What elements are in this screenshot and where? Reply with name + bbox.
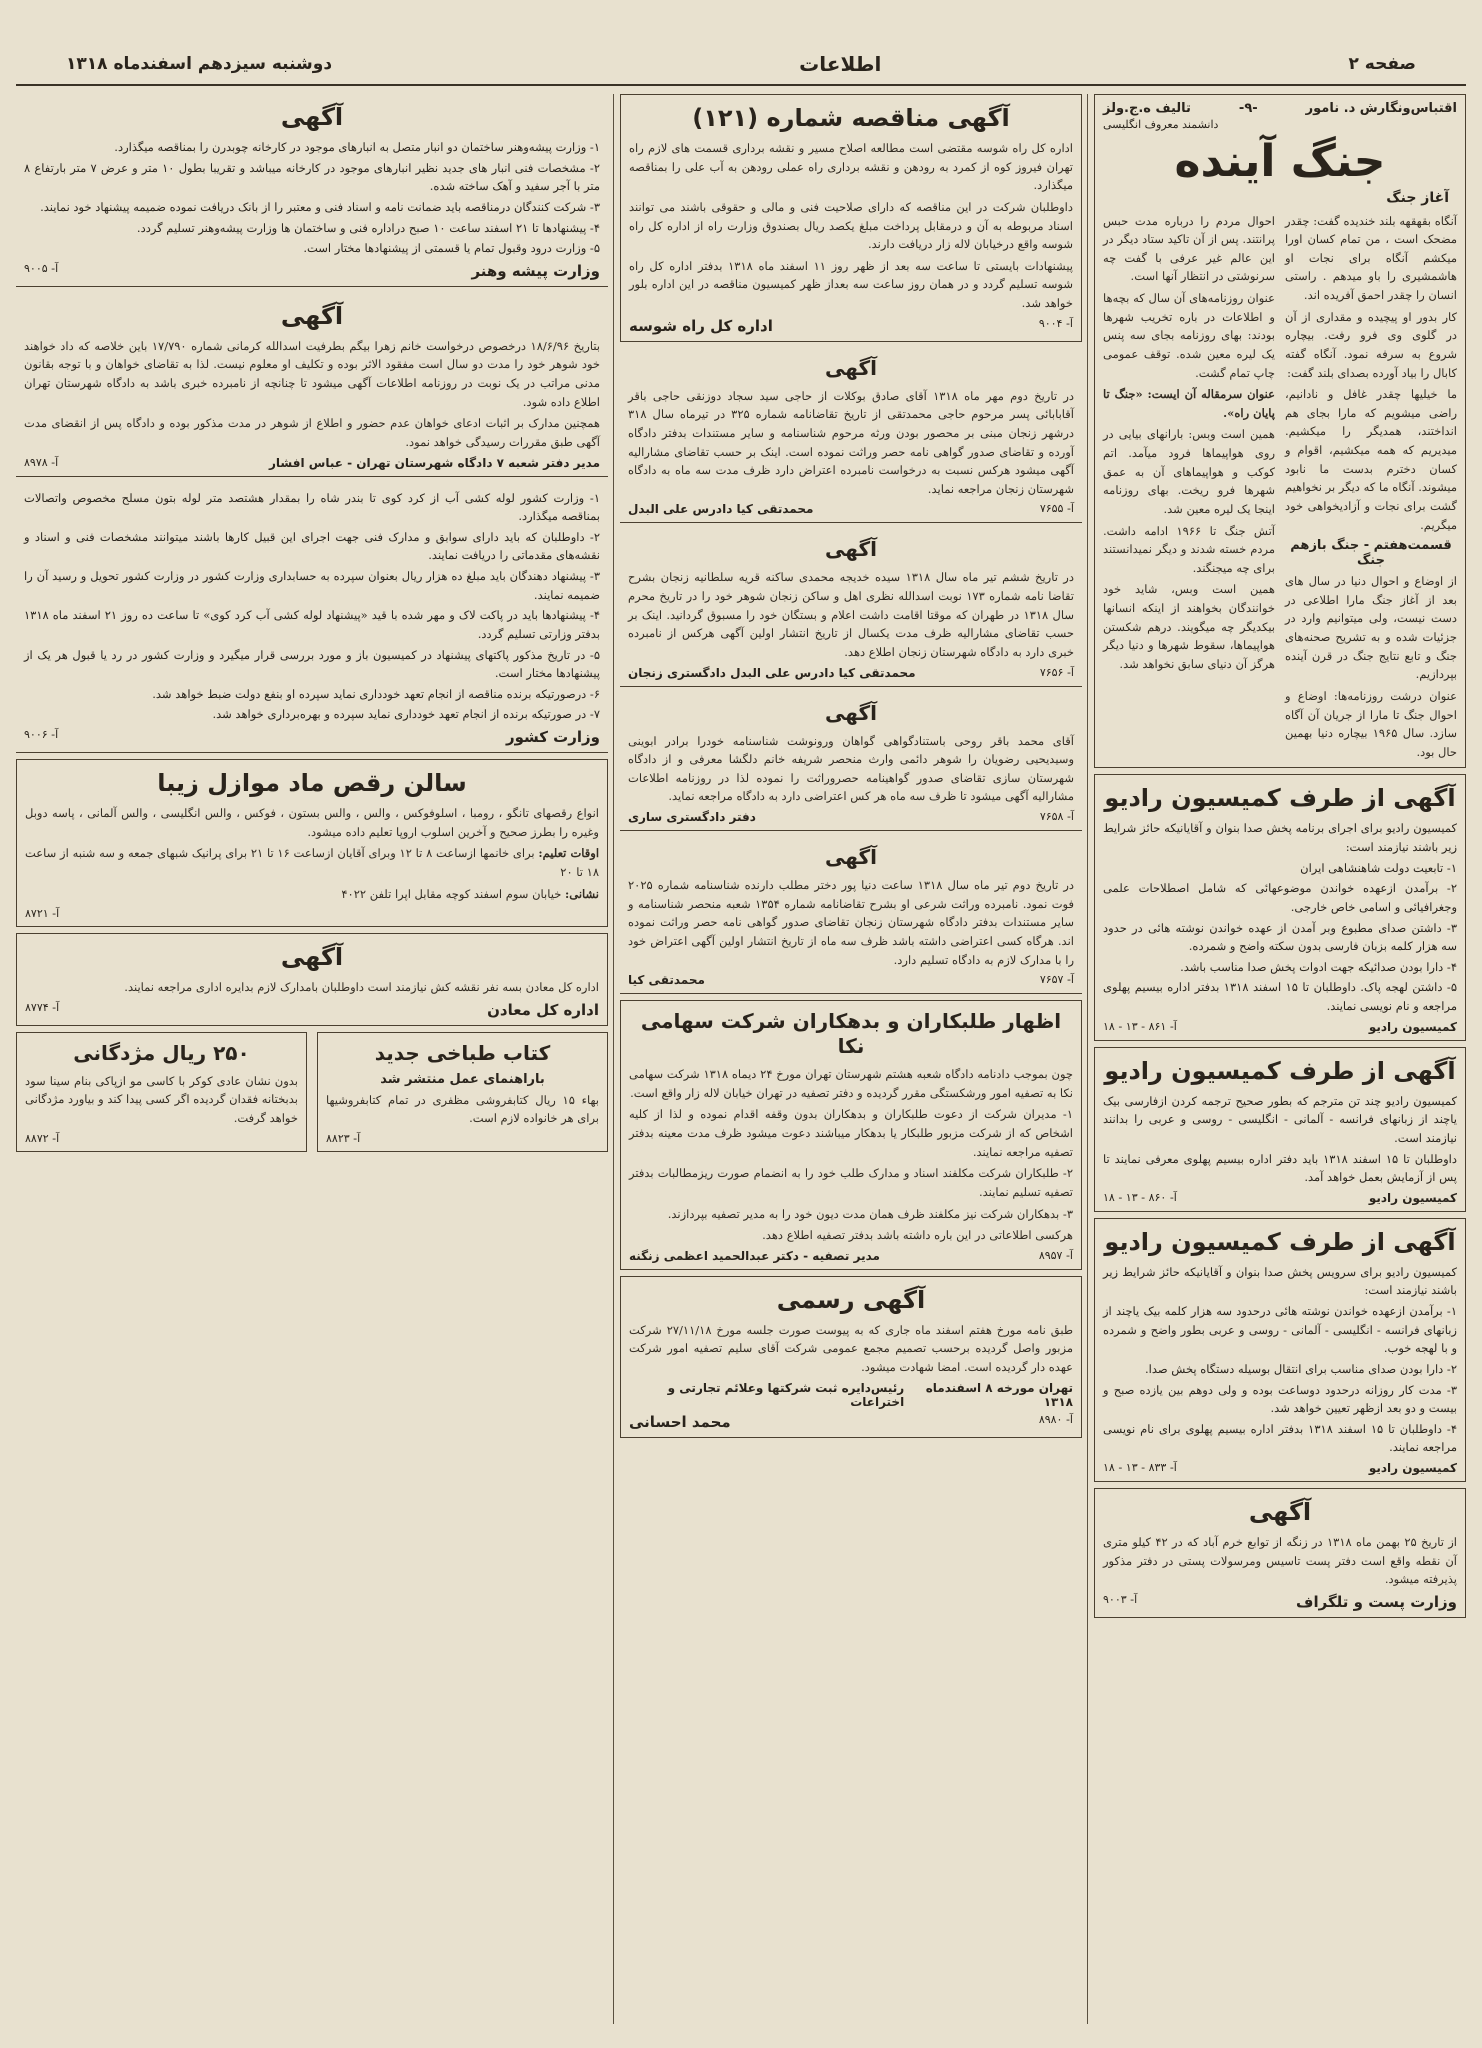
serial-paragraph: همین است وبس: بارانهای بیایی در روی هواپیماها فرود میآمد. اتم کوکب و هواپیماهای آن به عمق شهرها فرو ریخت. بهای روزنامه اینجا یک لیره معین شد. [1103, 427, 1275, 516]
ad-item: ۲- برآمدن ازعهده خواندن موضوعهائی که شامل اصطلاحات علمی وجغرافیائی و اسامی خاص خارجی. [1103, 881, 1457, 914]
ad-item: کمیسیون رادیو برای اجرای برنامه پخش صدا بنوان و آقایانیکه حائز شرایط زیر باشند نیازمند است: [1103, 821, 1457, 855]
ad-signature: محمد احسانی [629, 1412, 731, 1431]
ad-item: ۴- دارا بودن صدائیکه جهت ادوات پخش صدا مناسب باشد. [1180, 959, 1457, 974]
ad-code: آ- ۷۶۵۷ [1039, 973, 1074, 987]
ad-text: بهاء ۱۵ ریال کتابفروشی مظفری در تمام کتابفروشیها برای هر خانواده لازم است. [326, 1092, 599, 1126]
court-ad-3 [620, 693, 1082, 832]
ad-item: ۳- مدت کار روزانه درحدود دوساعت بوده و ولی دوهم بین یازده صبح و بیست و دو بعد ازظهر تعیین خواهد شد. [1103, 1382, 1457, 1416]
ad-text: ۱- مدیران شرکت از دعوت طلبکاران و بدهکاران بدون وقفه اقدام نموده و لذا از کلیه اشخاص که از شرکت مزبور طلبکار یا بدهکار میباشند دعوت میشود ظرف مدت معینه بدفتر تصفیه مراجعه نمایند. [629, 1107, 1073, 1159]
serial-story [1094, 94, 1466, 768]
radio-ad-1 [1094, 774, 1466, 1040]
ad-code: آ- ۸۸۲۳ [326, 1132, 361, 1145]
serial-title: جنگ آینده [1174, 136, 1386, 187]
ad-code: آ- ۷۶۵۶ [1039, 665, 1074, 679]
ad-title: سالن رقص ماد موازل زیبا [157, 769, 467, 797]
address-text: خیابان سوم اسفند کوچه مقابل اپرا تلفن ۴۰۲۲ [341, 886, 562, 901]
ad-code: آ- ۸۹۷۸ [24, 455, 59, 469]
ad-code: آ- ۸۶۰ - ۱۳ - ۱۸ [1103, 1190, 1177, 1204]
ad-code: آ- ۹۰۰۶ [24, 728, 59, 741]
serial-column-1 [1285, 212, 1457, 762]
serial-paragraph: عنوان سرمقاله آن ایست: «جنگ تا پایان راه». [1103, 387, 1275, 420]
post-office-ad [1094, 1488, 1466, 1618]
tender-ad [620, 94, 1082, 342]
ad-title: ۲۵۰ ریال مژدگانی [73, 1040, 250, 1065]
ad-item: ۱- وزارت کشور لوله کشی آب از کرد کوی تا بندر شاه را بمقدار هشتصد متر لوله بتون مسلح مخصوص واتصالات بمناقصه میگذارد. [24, 490, 600, 524]
ad-code: آ- ۷۶۵۸ [1039, 810, 1074, 823]
dance-hall-ad [16, 759, 608, 927]
ad-item: داوطلبان تا ۱۵ اسفند ۱۳۱۸ باید دفتر اداره بیسیم پهلوی معرفی نمایند تا پس از آزمایش بعمل خواهد آمد. [1103, 1151, 1457, 1185]
ad-code: آ- ۹۰۰۳ [1103, 1592, 1138, 1606]
ad-text: در تاریخ ششم تیر ماه سال ۱۳۱۸ سیده خدیجه محمدی ساکنه قریه سلطانیه زنجان بشرح تقاضا نامه شماره ۱۷۳ نوبت اسدالله نظری اهل و ساکن زنجان شوهر خود را در تاریخ محرم سال ۱۳۱۸ در طهران که موقتا اقامت داشت اعلام و بستگان خود را مسبوق گردانید. اینک بر حسب تقاضای مشارالیه ظرف مدت یکسال از تاریخ انتشار اولین آگهی هرکس از نامبرده خبری دارد به دادگاه شهرستان زنجان اطلاع دهد. [628, 570, 1075, 659]
ad-title: آگهی رسمی [776, 1285, 926, 1314]
ad-title: آگهی [825, 355, 877, 380]
ad-title: آگهی از طرف کمیسیون رادیو [1104, 1056, 1456, 1085]
ad-title: آگهی از طرف کمیسیون رادیو [1104, 784, 1456, 813]
ad-office: رئیس‌دایره ثبت شرکتها وعلائم تجارتی و اختراعات [667, 1380, 905, 1409]
radio-ad-3 [1094, 1218, 1466, 1482]
ad-code: آ- ۸۹۵۷ [1038, 1248, 1073, 1262]
newspaper-name: اطلاعات [799, 52, 882, 76]
court-ad-4 [620, 837, 1082, 994]
ad-item: کمیسیون رادیو برای سرویس پخش صدا بنوان و آقایانیکه حائز شرایط زیر باشند نیازمند است: [1103, 1264, 1457, 1298]
ad-title: آگهی مناقصه شماره (۱۲۱) [692, 104, 1010, 132]
court-ad-2 [620, 529, 1082, 686]
ad-signature: اداره کل معادن [487, 1000, 599, 1019]
radio-ad-2 [1094, 1047, 1466, 1212]
serial-paragraph: کار بدور او پیچیده و مقداری از آن در گلوی وی فرو رفت. بیچاره شروع به سرفه نمود. آنگاه گفته کابال را بیاد آورده بصدای بلند گفت: [1285, 309, 1457, 380]
ad-signature: وزارت پیشه وهنر [471, 261, 600, 280]
ad-code: آ- ۸۶۱ - ۱۳ - ۱۸ [1103, 1019, 1177, 1033]
serial-chapter: آغاز جنگ [1386, 189, 1449, 206]
ad-text: در تاریخ دوم تیر ماه سال ۱۳۱۸ ساعت دنیا پور دختر مطلب دارنده شناسنامه شماره ۲۰۲۵ فوت نمود. نامبرده وراثت شرعی او بشرح تقاضانامه شماره ۱۳۵۴ شعبه منحصر شناسنامه و سایر مستندات بدفتر دادگاه شهرستان زنجان تقاضای صدور گواهی نامه حصر وراثت نموده اند. هرگاه کسی اعتراضی داشته باشد ظرف سه ماه از تاریخ انتشار اولین آگهی اعتراض خود را با مدارک لازم به دادگاه تسلیم دارد. [628, 878, 1074, 967]
right-column [1094, 94, 1466, 2024]
ad-signature: محمدتقی کیا [628, 973, 705, 988]
page-number: صفحه ۲ [1348, 54, 1416, 74]
ad-title: آگهی [280, 301, 344, 330]
address-label: نشانی: [565, 886, 599, 901]
ad-item: ۴- پیشنهادها باید در پاکت لاک و مهر شده با قید «پیشنهاد لوله کشی آب کرد کوی» تا ساعت ده روز ۲۱ اسفند ماه ۱۳۱۸ بدفتر وزارتی تسلیم گردد. [24, 608, 601, 641]
ad-item: ۲- مشخصات فنی انبار های جدید نظیر انبارهای موجود در کارخانه میباشد و تقریبا بطول ۱۰ متر و عرض ۷ متر بارتفاع ۸ متر با آجر سفید و آهک ساخته شده. [24, 160, 600, 194]
serial-paragraph: احوال مردم را درباره مدت حبس پرانتند. پس از آن تاکید ستاد دیگر در این عالم غیر عرفی با گفت چه سرنوشتی در انتظار آنها است. [1103, 213, 1275, 284]
ad-code: آ- ۸۹۸۰ [1038, 1412, 1073, 1426]
ad-text: همچنین مدارک بر اثبات ادعای خواهان عدم حضور و اطلاع از شوهر در مدت مذکور بوده و دادگاه پس از انقضای مدت آگهی طبق مقررات رسیدگی خواهد نمود. [24, 416, 600, 449]
ad-signature: مدیر تصفیه - دکتر عبدالحمید اعظمی زنگنه [629, 1248, 880, 1263]
serial-section-heading: قسمت‌هفتم - جنگ بازهم جنگ [1290, 538, 1452, 569]
ad-text: انواع رقصهای تانگو ، رومبا ، اسلوفوکس ، والس ، والس بستون ، فوکس ، والس انگلیسی ، والس آلمانی ، پاسه دوبل وغیره را بطرز صحیح و آخرین اسلوب اروپا تعلیم داده میشود. [25, 806, 599, 839]
ad-title: آگهی از طرف کمیسیون رادیو [1104, 1227, 1456, 1256]
ad-text: بدون نشان عادی کوکر با کاسی مو ازپاکی بنام سینا سود بدبختانه فقدان گردیده اگر کسی پیدا کند و بیاورد مژدگانی خواهد گرفت. [25, 1073, 298, 1125]
ad-text: طبق نامه مورخ هفتم اسفند ماه جاری که به پیوست صورت جلسه مورخ ۲۷/۱۱/۱۸ شرکت مزبور واصل گردیده برحسب تصمیم مجمع عمومی شرکت آقای سلیم تصفیه امور شرکت عهده دار گردیده است. امضا شهادت میشود. [629, 1322, 1073, 1374]
ad-code: آ- ۸۳۳ - ۱۳ - ۱۸ [1103, 1461, 1177, 1475]
serial-paragraph: عنوان درشت روزنامه‌ها: اوضاع و احوال جنگ تا مارا از جریان آن آگاه سازد. سال ۱۹۶۵ بیچاره دنیا بهمین حال بود. [1285, 688, 1457, 759]
ad-item: ۱- برآمدن ازعهده خواندن نوشته هائی درحدود سه هزار کلمه بیک یاچند از زبانهای فرانسه - انگلیسی - آلمانی - روسی و عربی بطور واضح و شمرده و با لهجه خوب. [1103, 1304, 1457, 1356]
hours-label: اوقات تعلیم: [538, 846, 600, 861]
ad-text: داوطلبان شرکت در این مناقصه که دارای صلاحیت فنی و مالی و حقوقی باشند می توانند اسناد مربوطه به آن و درمقابل پرداخت مبلغ یکصد ریال بصندوق وزارت راه از اداره کل راه شوسه واقع درخیابان لاله زار دریافت دارند. [629, 199, 1073, 252]
ad-item: ۵- داشتن لهجه پاک. داوطلبان تا ۱۵ اسفند ۱۳۱۸ بدفتر اداره بیسیم پهلوی مراجعه و نام نویسی نمایند. [1103, 980, 1457, 1014]
ad-title: کتاب طباخی جدید [374, 1040, 551, 1065]
ad-text: چون بموجب دادنامه دادگاه شعبه هشتم شهرستان تهران مورخ ۲۴ دیماه ۱۳۱۸ شرکت سهامی نکا به تصفیه امور ورشکستگی مقرر گردیده و دفتر تصفیه در تهران خیابان لاله زار واقع است. [629, 1067, 1074, 1100]
ad-item: ۳- داشتن صدای مطبوع وبر آمدن از عهده خواندن نوشته هائی در حدود سه هزار کلمه بزبان فارسی بدون سکته واضح و شمرده. [1103, 920, 1457, 954]
serial-adapter: اقتباس‌ونگارش د. نامور [1305, 101, 1457, 116]
ad-item: ۴- داوطلبان تا ۱۵ اسفند ۱۳۱۸ بدفتر اداره بیسیم پهلوی برای نام نویسی مراجعه نمایند. [1103, 1421, 1458, 1455]
serial-header [1103, 101, 1457, 116]
author-note: دانشمند معروف انگلیسی [1103, 118, 1219, 131]
ad-signature: محمدتقی کیا دادرس علی البدل دادگستری زنجان [628, 665, 916, 680]
ad-title: آگهی [825, 537, 877, 562]
serial-paragraph: ما خیلیها چقدر غافل و نادانیم، راضی میشویم که مارا بجای هم انداختند، همدیگر را میکشیم. میدیریم که همه میکشیم، اقوام و کسان دخترم بدست ما نابود میشوند. آنگاه ما که دیگر بر نخواهیم گشت برای نجات و آزادیخواهی خود میگریم. [1285, 387, 1457, 532]
serial-paragraph: آتش جنگ تا ۱۹۶۶ ادامه داشت. مردم خسته شدند و دیگر نمیدانستند برای چه میجنگند. [1103, 523, 1275, 575]
ad-text: هرکسی اطلاعاتی در این باره داشته باشد بدفتر تصفیه اطلاع دهد. [762, 1228, 1073, 1243]
cookbook-ad [317, 1032, 608, 1152]
issue-date: دوشنبه سیزدهم اسفندماه ۱۳۱۸ [66, 54, 333, 74]
serial-author: تالیف ه.ج.ولز [1103, 101, 1191, 116]
liquidation-ad [620, 1000, 1082, 1270]
ad-signature: وزارت پست و تلگراف [1296, 1592, 1457, 1611]
tender-ad-warehouse [16, 94, 608, 287]
mines-ad [16, 933, 608, 1026]
left-column [16, 94, 608, 2024]
ad-title: آگهی [1248, 1498, 1312, 1527]
ad-text: در تاریخ دوم مهر ماه ۱۳۱۸ آقای صادق بوکلات از حاجی سید سجاد دوزنقی حاجی باقر آقابابائی پسر مرحوم حاجی محمدتقی از تاریخ تقاضانامه شماره ۳۲۵ در تیرماه سال ۳۱۸ درشهر زنجان مبنی بر محصور بودن ورثه مرحوم شناسنامه و سایر مستندات بدفتر دادگاه آورده و تقاضای صدور گواهی نامه حصر وراثت نموده است. اینک بر حسب تقاضای مشارالیه آگهی میشود هرکس نسبت به درخواست نامبرده اعتراض دارد ظرف مدت سه ماه به دادگاه شهرستان زنجان مراجعه نماید. [628, 388, 1075, 496]
ad-signature: اداره کل راه شوسه [629, 316, 773, 335]
ad-text: ۳- بدهکاران شرکت نیز مکلفند ظرف همان مدت دیون خود را به مدیر تصفیه بپردازند. [667, 1206, 1073, 1221]
ad-item: ۴- پیشنهادها تا ۲۱ اسفند ساعت ۱۰ صبح دراداره فنی و ساختمان ها وزارت پیشه‌وهنر تسلیم گردد. [136, 220, 600, 235]
ad-signature: کمیسیون رادیو [1368, 1019, 1457, 1034]
ad-item: ۳- شرکت کنندگان درمناقصه باید ضمانت نامه و اسناد فنی و معتبر را از بانک دریافت نموده ضمیمه پیشنهاد خود نمایند. [40, 199, 600, 214]
ad-signature: کمیسیون رادیو [1368, 1461, 1457, 1476]
ad-item: ۱- تابعیت دولت شاهنشاهی ایران [1300, 860, 1457, 875]
serial-paragraph: عنوان روزنامه‌های آن سال که بچه‌ها و اطلاعات در باره تخریب شهرها بودند: بهای روزنامه بجای سه پنس یک لیره معین شده. توقف عمومی چاپ تمام گشت. [1103, 291, 1275, 380]
ad-text: از تاریخ ۲۵ بهمن ماه ۱۳۱۸ در زنگه از توابع خرم آباد که در ۴۲ کیلو متری آن نقطه واقع است دفتر پست تاسیس ومرسولات پستی در دفتر مذکور پذیرفته میشود. [1103, 1535, 1457, 1587]
ad-text: اداره کل راه شوسه مقتضی است مطالعه اصلاح مسیر و نقشه برداری قسمت های لازم راه تهران فیروز کوه از کمرد به رودهن و نقشه برداری راه عملی رودهن به آب علی را بمناقصه میگذارد. [629, 141, 1073, 193]
ad-subtitle: باراهنمای عمل منتشر شد [380, 1071, 545, 1087]
ad-code: آ- ۷۶۵۵ [1039, 502, 1074, 516]
ad-item: ۵- وزارت درود وقبول تمام یا قسمتی از پیشنهادها مختار است. [303, 241, 600, 256]
ad-signature: مدیر دفتر شعبه ۷ دادگاه شهرستان تهران - عباس افشار [268, 455, 600, 470]
ad-signature: محمدتقی کیا دادرس علی البدل [628, 502, 814, 517]
serial-paragraph: همین است وبس، شاید خود خوانندگان بخواهند از اینکه انسانها بیکدیگر چه میگویند. درهم شکستن هواپیماها، سقوط شهرها و دنیا دیگر هرگز آن دنیای سابق نخواهد شد. [1103, 582, 1275, 671]
column-rule [1087, 94, 1088, 2024]
ad-item: ۶- درصورتیکه برنده مناقصه از انجام تعهد خودداری نماید سپرده او بنفع دولت ضبط خواهد شد. [152, 686, 600, 701]
ad-date: تهران مورخه ۸ اسفندماه ۱۳۱۸ [925, 1380, 1073, 1409]
ad-title: آگهی [280, 943, 344, 972]
court-ad-1 [620, 348, 1082, 524]
middle-column [620, 94, 1082, 2024]
ad-code: آ- ۸۸۷۲ [25, 1131, 60, 1145]
ad-code: آ- ۹۰۰۴ [1038, 316, 1073, 330]
serial-column-2 [1103, 212, 1275, 762]
ad-text: اداره کل معادن بسه نفر نقشه کش نیازمند است داوطلبان بامدارک لازم بدایره اداری مراجعه نمایند. [124, 980, 599, 995]
official-ad [620, 1276, 1082, 1438]
ad-title: اظهار طلبکاران و بدهکاران شرکت سهامی نکا [640, 1009, 1062, 1059]
ad-signature: دفتر دادگستری ساری [628, 810, 756, 824]
divorce-ad [16, 293, 608, 477]
ad-code: آ- ۸۷۷۴ [25, 1000, 60, 1014]
ad-item: ۱- وزارت پیشه‌وهنر ساختمان دو انبار متصل به انبارهای موجود در کارخانه چوبدرن را بمناقصه میگذارد. [114, 140, 600, 154]
ad-title: آگهی [825, 700, 877, 725]
ad-code: آ- ۸۷۲۱ [25, 907, 60, 921]
ad-item: ۳- پیشنهاد دهندگان باید مبلغ ده هزار ریال بعنوان سپرده به حسابداری وزارت کشور در وزارت کشور تحویل و رسید آن را ضمیمه نمایند. [24, 569, 600, 602]
ad-title: آگهی [280, 103, 344, 131]
ad-item: ۲- دارا بودن صدای مناسب برای انتقال بوسیله دستگاه پخش صدا. [1144, 1361, 1457, 1376]
serial-paragraph: از اوضاع و احوال دنیا در سال های بعد از آغاز جنگ مارا اطلاعی در دست نیست، ولی میتوانیم وارد در جزئیات شده و به تشریح صحنه‌های جنگ و تابع نتایج جنگ در قرن آینده بپردازیم. [1285, 574, 1457, 682]
ad-item: کمیسیون رادیو چند تن مترجم که بطور صحیح ترجمه کردن ازفارسی بیک یاچند از زبانهای فرانسه - آلمانی - انگلیسی - روسی و عربی را بدانند نیازمند است. [1103, 1093, 1457, 1145]
serial-number: -۹- [1238, 101, 1258, 116]
ad-text: پیشنهادات بایستی تا ساعت سه بعد از ظهر روز ۱۱ اسفند ماه ۱۳۱۸ بدفتر اداره کل راه شوسه تسلیم گردد و در همان روز ساعت سه بعداز ظهر کمیسیون مناقصه در این اداره بلور خواهد شد. [629, 258, 1073, 310]
ad-item: ۵- در تاریخ مذکور پاکتهای پیشنهاد در کمیسیون باز و مورد بررسی قرار میگیرد و وزارت کشور در رد یا قبول هر یک از پیشنهادها مختار است. [24, 647, 600, 681]
ad-signature: کمیسیون رادیو [1368, 1190, 1457, 1205]
ad-item: ۷- در صورتیکه برنده از انجام تعهد خودداری نماید سپرده و بهره‌برداری خواهد شد. [212, 707, 600, 722]
masthead [16, 44, 1466, 86]
hours-text: برای خانمها ازساعت ۸ تا ۱۲ وبرای آقایان ازساعت ۱۶ تا ۲۱ برای پرانیک شبهای جمعه و سه شنبه از ساعت ۱۸ تا ۲۰ [25, 846, 599, 879]
ad-text: آقای محمد باقر روحی باستنادگواهی گواهان ورونوشت شناسنامه خودرا برادر ابوینی وسیدیحیی رضویان را شوهر دائمی وارث منحصر شریفه خانم دلگشا معرفی و از دادگاه شهرستان سازی تقاضای صدور گواهینامه حصروراثت را نموده لذا در روزنامه اطلاعات مشارالیه آگهی میشود تا ظرف سه ماه هر کس اعتراضی دارد به دادگاه مراجعه نماید. [628, 733, 1074, 804]
ad-item: ۲- داوطلبان که باید دارای سوابق و مدارک فنی جهت اجرای این قبیل کارها باشند میتوانند مشخصات فنی و اسناد و نقشه‌های مقدماتی را دریافت نمایند. [24, 529, 600, 563]
newspaper-page [16, 14, 1466, 2034]
ad-text: ۲- طلبکاران شرکت مکلفند اسناد و مدارک طلب خود را به انضمام صورت ریزمطالبات بدفتر تصفیه تسلیم نمایند. [629, 1166, 1073, 1199]
ad-text: بتاریخ ۱۸/۶/۹۶ درخصوص درخواست خانم زهرا بیگم بطرفیت اسدالله کرمانی شماره ۱۷/۷۹۰ باین خلاصه که داد خواهند خود شوهر خود را مدت دو سال است مفقود الاثر بوده و تکلیف او معلوم نیست. لذا به تقاضای خواهان و با توجه بقانون مدنی مراتب در یک نوبت در روزنامه اطلاعات آگهی میشود تا چنانچه از نامبرده خبری باشد به دادگاه شهرستان تهران اطلاع داده شود. [24, 338, 600, 409]
ad-code: آ- ۹۰۰۵ [24, 261, 59, 275]
column-rule [613, 94, 614, 2024]
serial-paragraph: آنگاه بقهقهه بلند خندیده گفت: چقدر مضحک است ، من تمام کسان اورا میکشم آنگاه برای نجات او هاشمشیری را باو میدهم . راستی انسان را چقدر احمق آفریده اند. [1285, 213, 1457, 303]
reward-ad [16, 1032, 307, 1152]
ad-signature: وزارت کشور [505, 728, 600, 746]
ad-title: آگهی [825, 845, 877, 869]
pipeline-tender-ad [16, 483, 608, 754]
